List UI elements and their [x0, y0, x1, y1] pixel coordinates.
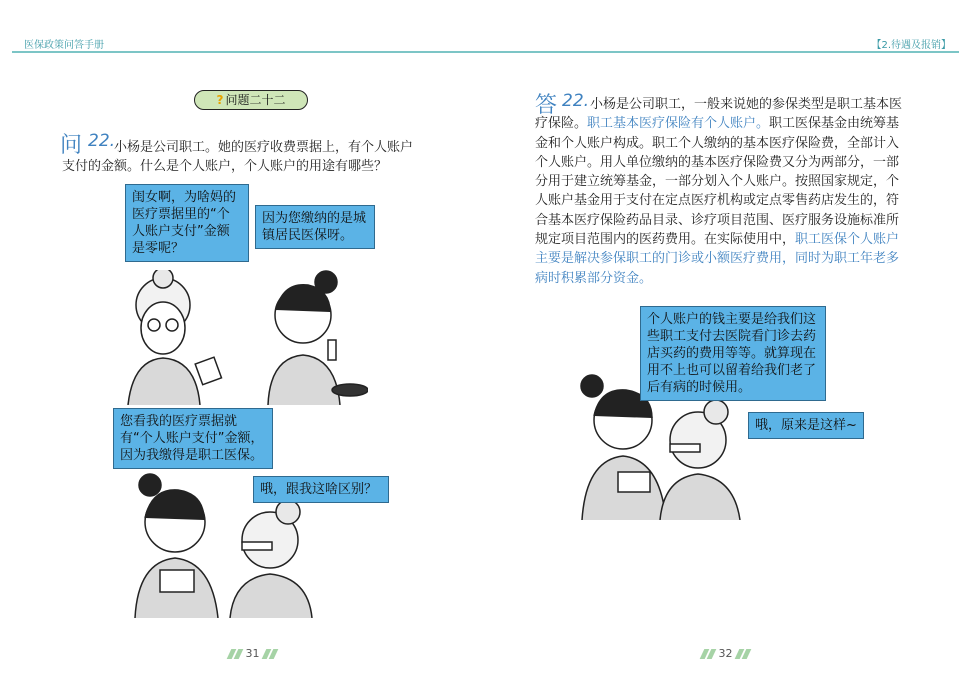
daughter-figure-2: [135, 474, 218, 618]
grandma-figure-3: [660, 400, 740, 520]
daughter-figure: [268, 271, 368, 405]
page-number-left-text: 31: [245, 647, 260, 660]
comic-panel-grandma-daughter-1: [118, 270, 368, 405]
question-text-line1: 小杨是公司职工。她的医疗收费票据上，有个人账户: [114, 140, 414, 155]
header-rule: [12, 51, 959, 53]
answer-highlight2: 职工医保个人账户主要是解决参保职工的门诊或小额医疗费用，同时为职工年老多病时积累部分资金。: [535, 232, 900, 286]
speech-bubble-grandma-question: 闺女啊，为啥妈的医疗票据里的“个人账户支付”金额是零呢？: [125, 184, 249, 262]
question-number: 22.: [88, 131, 116, 151]
speech-bubble-daughter-answer: 因为您缴纳的是城镇居民医保呀。: [255, 205, 375, 249]
question-badge: [194, 90, 308, 110]
page-number-right-text: 32: [718, 647, 733, 660]
answer-text: [535, 95, 910, 288]
answer-number: 22.: [562, 91, 590, 111]
speech-bubble-daughter-detail: 个人账户的钱主要是给我们这些职工支付去医院看门诊去药店买药的费用等等。就算现在用不上也可以留着给我们老了后有病的时候用。: [640, 306, 826, 401]
grandma-figure: [128, 270, 222, 405]
header-section: 【2.待遇及报销】: [871, 40, 951, 51]
page-number-left: [228, 647, 277, 660]
question-badge-label: 问题二十二: [225, 93, 286, 107]
speech-bubble-daughter-explain: 您看我的医疗票据就有“个人账户支付”金额，因为我缴得是职工医保。: [113, 408, 273, 469]
lightbulb-icon: ?: [216, 93, 224, 107]
answer-part2: 职工医保基金由统筹基金和个人账户构成。职工个人缴纳的基本医疗保险费，全部计入个人账户。用人单位缴纳的基本医疗保险费又分为两部分，一部分用于建立统筹基金，一部分划入个人账户。按照国家规定，个人账户基金用于支付在定点医疗机构或定点零售药店发生的，符合基本医疗保险药品目录、诊疗项目范围、医疗服务设施标准所规定项目范围内的医药费用。在实际使用中，: [535, 116, 900, 248]
answer-highlight1: 职工基本医疗保险有个人账户。: [587, 116, 770, 132]
grandma-figure-2: [230, 500, 312, 618]
header-title: 医保政策问答手册: [24, 40, 104, 51]
page-number-right: [701, 647, 750, 660]
question-mark: 问: [60, 133, 83, 158]
answer-part1: 小杨是公司职工，一般来说她的参保类型是职工基本医疗保险。: [535, 97, 903, 132]
question-text-rest: 支付的金额。什么是个人账户，个人账户的用途有哪些？: [62, 159, 388, 174]
answer-mark: 答: [535, 93, 558, 118]
speech-bubble-grandma-ask: 哦，跟我这啥区别？: [253, 476, 389, 503]
speech-bubble-grandma-understand: 哦，原来是这样~: [748, 412, 864, 439]
